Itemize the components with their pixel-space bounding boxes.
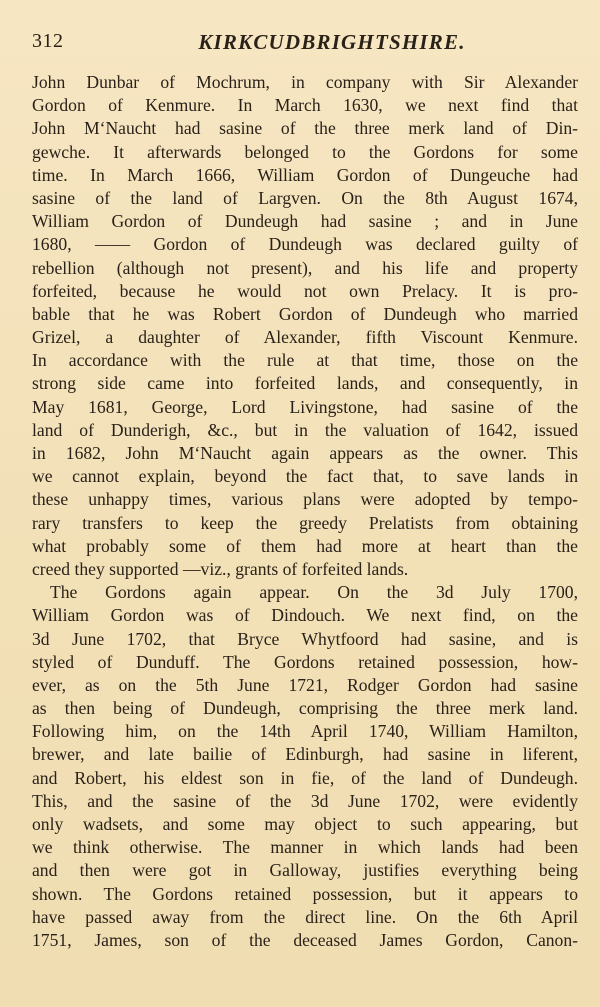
text-line: and Robert, his eldest son in fie, of the land of Dundeugh. — [32, 767, 578, 788]
page-number: 312 — [32, 30, 64, 52]
text-line: This, and the sasine of the 3d June 1702, were evidently — [32, 790, 578, 811]
text-line: ever, as on the 5th June 1721, Rodger Gordon had sasine — [32, 674, 578, 695]
text-line: we cannot explain, beyond the fact that, to save lands in — [32, 466, 578, 487]
text-line: what probably some of them had more at heart than the — [32, 535, 578, 556]
text-line: 3d June 1702, that Bryce Whytfoord had sasine, and is — [32, 628, 578, 649]
text-line: In accordance with the rule at that time, those on the — [32, 350, 578, 371]
text-line: and then were got in Galloway, justifies everything being — [32, 860, 578, 881]
text-line: Gordon of Kenmure. In March 1630, we next find that — [32, 95, 578, 116]
text-line: have passed away from the direct line. On the 6th April — [32, 906, 578, 927]
text-line: May 1681, George, Lord Livingstone, had sasine of the — [32, 396, 578, 417]
text-line: forfeited, because he would not own Prelacy. It is pro- — [32, 280, 578, 301]
text-line: these unhappy times, various plans were adopted by tempo- — [32, 489, 578, 510]
text-line: styled of Dunduff. The Gordons retained possession, how- — [32, 651, 578, 672]
text-line: rebellion (although not present), and his life and property — [32, 257, 578, 278]
text-line: sasine of the land of Largven. On the 8th August 1674, — [32, 187, 578, 208]
running-title: KIRKCUDBRIGHTSHIRE. — [198, 30, 466, 54]
text-line: in 1682, John M‘Naucht again appears as the owner. This — [32, 443, 578, 463]
text-line: John M‘Naucht had sasine of the three merk land of Din- — [32, 118, 578, 139]
text-line: bable that he was Robert Gordon of Dundeugh who married — [32, 303, 578, 324]
text-line: strong side came into forfeited lands, and consequently, in — [32, 373, 578, 394]
text-line: only wadsets, and some may object to such appearing, but — [32, 814, 578, 834]
text-line: John Dunbar of Mochrum, in company with Sir Alexander — [32, 72, 578, 92]
text-line: land of Dunderigh, &c., but in the valuation of 1642, issued — [32, 419, 578, 440]
text-line: rary transfers to keep the greedy Prelatists from obtaining — [32, 512, 578, 533]
text-line: Following him, on the 14th April 1740, William Hamilton, — [32, 721, 578, 742]
text-line: as then being of Dundeugh, comprising the three merk land. — [32, 698, 578, 719]
text-line: The Gordons again appear. On the 3d July 1700, — [50, 582, 578, 603]
running-head — [32, 30, 572, 60]
text-line: 1680, —— Gordon of Dundeugh was declared guilty of — [32, 234, 578, 255]
text-line: shown. The Gordons retained possession, but it appears to — [32, 883, 578, 904]
text-line: William Gordon was of Dindouch. We next find, on the — [32, 605, 578, 626]
text-line: creed they supported —viz., grants of forfeited lands. — [32, 558, 409, 579]
text-line: 1751, James, son of the deceased James Gordon, Canon- — [32, 929, 578, 950]
text-line: brewer, and late bailie of Edinburgh, had sasine in liferent, — [32, 744, 578, 765]
text-line: time. In March 1666, William Gordon of Dungeuche had — [32, 164, 578, 185]
text-line: we think otherwise. The manner in which lands had been — [32, 837, 578, 858]
body-text — [32, 71, 578, 952]
text-line: William Gordon of Dundeugh had sasine ; and in June — [32, 211, 578, 232]
text-line: gewche. It afterwards belonged to the Gordons for some — [32, 141, 578, 162]
text-line: Grizel, a daughter of Alexander, fifth Viscount Kenmure. — [32, 327, 578, 348]
